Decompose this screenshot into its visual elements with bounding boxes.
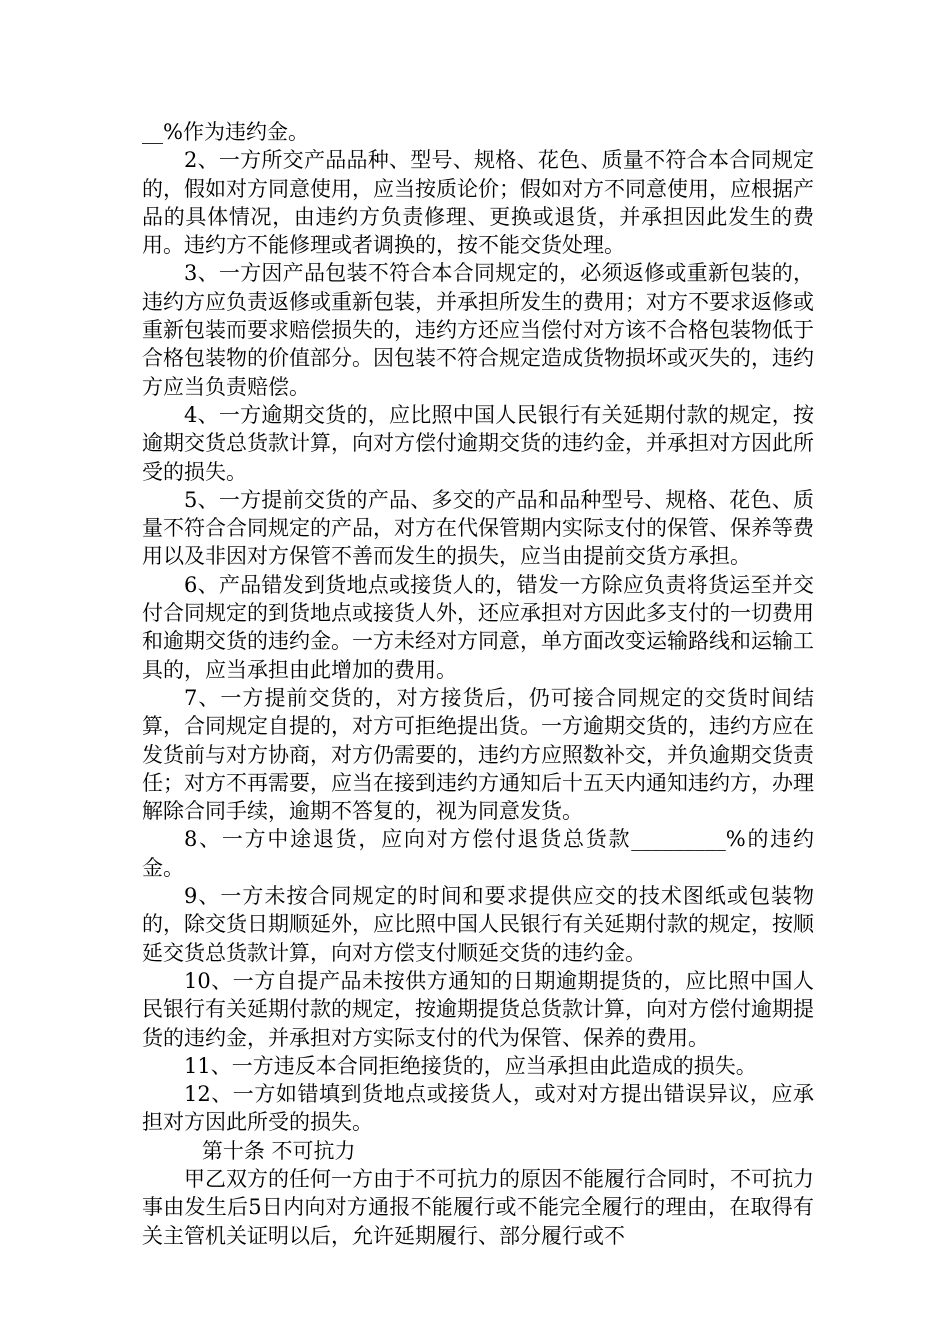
clause-11-paragraph: 11、一方违反本合同拒绝接货的，应当承担由此造成的损失。 xyxy=(184,1053,757,1078)
document-page xyxy=(142,118,814,1250)
clause-2-paragraph: 2、一方所交产品品种、型号、规格、花色、质量不符合本合同规定的，假如对方同意使用，应当按质论价；假如对方不同意使用，应根据产品的具体情况，由违约方负责修理、更换或退货，并承担因此发生的费用。违约方不能修理或者调换的，按不能交货处理。 xyxy=(142,148,814,258)
clause-3-paragraph: 3、一方因产品包装不符合本合同规定的，必须返修或重新包装的，违约方应负责返修或重新包装，并承担所发生的费用；对方不要求返修或重新包装而要求赔偿损失的，违约方还应当偿付对方该不合格包装物低于合格包装物的价值部分。因包装不符合规定造成货物损坏或灭失的，违约方应当负责赔偿。 xyxy=(142,261,814,399)
clause-12-paragraph: 12、一方如错填到货地点或接货人，或对对方提出错误异议，应承担对方因此所受的损失。 xyxy=(142,1082,814,1135)
clause-10-paragraph: 10、一方自提产品未按供方通知的日期逾期提货的，应比照中国人民银行有关延期付款的规定，按逾期提货总货款计算，向对方偿付逾期提货的违约金，并承担对方实际支付的代为保管、保养的费用。 xyxy=(142,968,814,1050)
section-heading: 第十条 不可抗力 xyxy=(201,1138,356,1163)
clause-9-paragraph: 9、一方未按合同规定的时间和要求提供应交的技术图纸或包装物的，除交货日期顺延外，应比照中国人民银行有关延期付款的规定，按顺延交货总货款计算，向对方偿支付顺延交货的违约金。 xyxy=(142,884,814,965)
clause-8-paragraph: 8、一方中途退货，应向对方偿付退货总货款_________%的违约金。 xyxy=(142,827,814,880)
clause-5-paragraph: 5、一方提前交货的产品、多交的产品和品种型号、规格、花色、质量不符合合同规定的产品，对方在代保管期内实际支付的保管、保养等费用以及非因对方保管不善而发生的损失，应当由提前交货方承担。 xyxy=(142,487,814,569)
force-majeure-paragraph: 甲乙双方的任何一方由于不可抗力的原因不能履行合同时，不可抗力事由发生后5日内向对方通报不能履行或不能完全履行的理由，在取得有关主管机关证明以后，允许延期履行、部分履行或不 xyxy=(142,1166,814,1248)
paragraph-continuation: __%作为违约金。 xyxy=(142,120,309,144)
clause-7-paragraph: 7、一方提前交货的，对方接货后，仍可接合同规定的交货时间结算，合同规定自提的，对方可拒绝提出货。一方逾期交货的，违约方应在发货前与对方协商，对方仍需要的，违约方应照数补交，并负逾期交货责任；对方不再需要，应当在接到违约方通知后十五天内通知违约方，办理解除合同手续，逾期不答复的，视为同意发货。 xyxy=(142,685,814,824)
clause-4-paragraph: 4、一方逾期交货的，应比照中国人民银行有关延期付款的规定，按逾期交货总货款计算，向对方偿付逾期交货的违约金，并承担对方因此所受的损失。 xyxy=(142,402,814,484)
clause-6-paragraph: 6、产品错发到货地点或接货人的，错发一方除应负责将货运至并交付合同规定的到货地点或接货人外，还应承担对方因此多支付的一切费用和逾期交货的违约金。一方未经对方同意，单方面改变运输路线和运输工具的，应当承担由此增加的费用。 xyxy=(142,572,814,682)
